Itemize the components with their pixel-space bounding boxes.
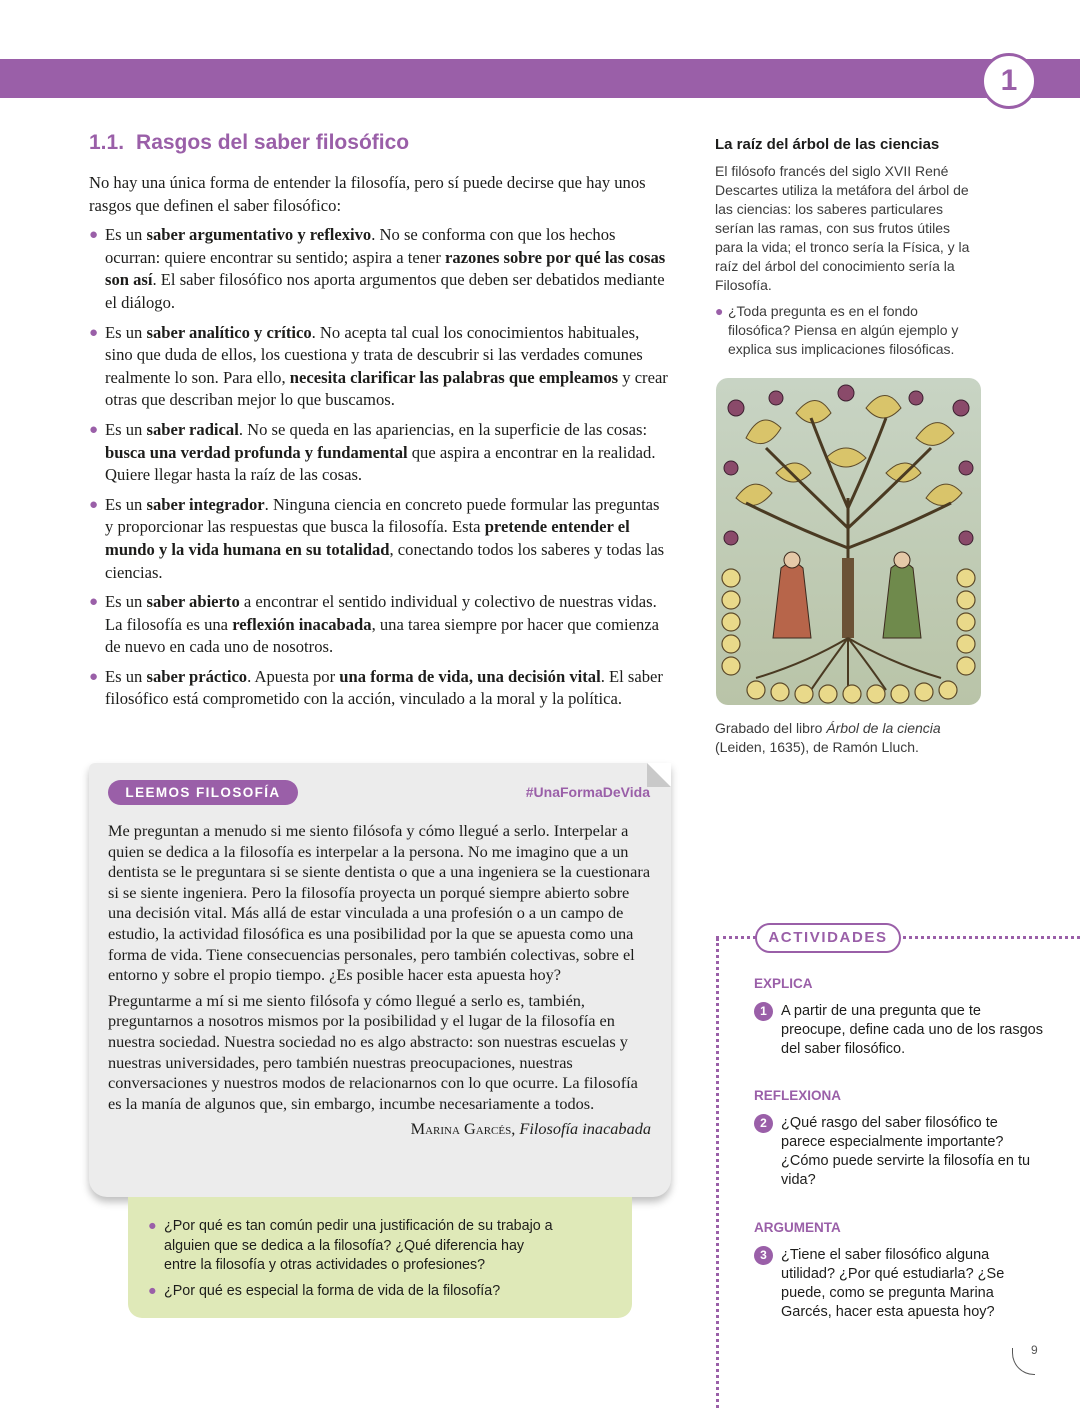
reading-hashtag: #UnaFormaDeVida <box>525 784 650 800</box>
trait-item: ● Es un saber argumentativo y reflexivo. No se conforma con que los hechos ocurran: quiere encontrar su sentido; aspira a tener razones sobre por qué las cosas son así. El saber filosófico nos aporta argumentos que deben ser debatidos mediante el diálogo. <box>89 225 666 312</box>
bullet-dot-icon: ● <box>715 303 724 319</box>
trait-item: ● Es un saber abierto a encontrar el sentido individual y colectivo de nuestras vidas. La filosofía es una reflexión inacabada, una tarea siempre por hacer que comienza de nuevo en cada uno de nosotros. <box>89 592 660 657</box>
intro-paragraph: No hay una única forma de entender la filosofía, pero sí puede decirse que hay unos rasgos que definen el saber filosófico: <box>89 173 646 215</box>
reading-author: Marina Garcés, <box>410 1119 516 1139</box>
sidebar-question: ● ¿Toda pregunta es en el fondo filosófica? Piensa en algún ejemplo y explica sus implicaciones filosóficas. <box>715 303 959 357</box>
activity-heading: REFLEXIONA <box>754 1088 842 1103</box>
activities-dotted-line <box>716 938 719 1408</box>
activity-item: 1 A partir de una pregunta que te preocupe, define cada uno de los rasgos del saber filosófico. <box>754 1002 1044 1059</box>
trait-item: ● Es un saber radical. No se queda en las apariencias, en la superficie de las cosas: busca una verdad profunda y fundamental que aspira a encontrar en la realidad. Quiere llegar hasta la raíz de las cosas. <box>89 419 656 485</box>
reading-questions-box <box>128 1197 632 1318</box>
page-number: 9 <box>1031 1343 1038 1357</box>
activity-heading: ARGUMENTA <box>754 1220 841 1235</box>
section-title-text: Rasgos del saber filosófico <box>136 131 410 154</box>
traits-list <box>89 224 671 711</box>
bullet-dot-icon: ● <box>89 495 99 513</box>
activity-item: 3 ¿Tiene el saber filosófico alguna utilidad? ¿Por qué estudiarla? ¿Se puede, como se pregunta Marina Garcés, hacer esta apuesta hoy? <box>754 1246 1044 1322</box>
activity-number: 3 <box>754 1246 773 1265</box>
caption-book-title: Árbol de la ciencia <box>826 720 941 736</box>
activity-heading: EXPLICA <box>754 976 813 991</box>
reading-paragraph: Preguntarme a mí si me siento filósofa y cómo llegué a serlo es, también, preguntarnos a nosotros mismos por la posibilidad y el lugar de la filosofía en nuestra sociedad. Nuestra sociedad no es algo abstracto: son nuestras escuelas y nuestras universidades, pero también nuestras preocupaciones, nuestras conversaciones y nuestros modos de relacionarnos con lo que ocurre. La filosofía es la manía de algunos que, sin embargo, incumbe necesariamente a todos. <box>108 990 638 1113</box>
activities-tag: ACTIVIDADES <box>755 923 901 953</box>
activity-explica <box>754 976 1044 1059</box>
page-fold-corner <box>647 763 671 787</box>
activity-argumenta <box>754 1220 1044 1322</box>
sidebar-box <box>715 136 980 359</box>
reading-question: ● ¿Por qué es especial la forma de vida de la filosofía? <box>148 1282 558 1302</box>
section-number: 1.1. <box>89 131 125 154</box>
sidebar-text: El filósofo francés del siglo XVII René Descartes utiliza la metáfora del árbol de las ciencias: los saberes particulares serían las ramas, con sus frutos útiles para la vida; el tronco sería la Física, y la raíz del árbol del conocimiento sería la Filosofía. <box>715 163 970 293</box>
image-caption: Grabado del libro Árbol de la ciencia (Leiden, 1635), de Ramón Lluch. <box>715 720 941 755</box>
reading-attribution <box>108 1119 651 1140</box>
bullet-dot-icon: ● <box>89 226 99 244</box>
trait-item: ● Es un saber práctico. Apuesta por una forma de vida, una decisión vital. El saber filosófico está comprometido con la acción, vinculado a la moral y la política. <box>89 666 663 709</box>
tree-of-science-engraving <box>716 378 981 705</box>
sidebar-title: La raíz del árbol de las ciencias <box>715 136 940 153</box>
reading-question: ● ¿Por qué es tan común pedir una justificación de su trabajo a alguien que se dedica a la filosofía? ¿Qué diferencia hay entre la filosofía y otras actividades o profesiones? <box>148 1218 553 1273</box>
bullet-dot-icon: ● <box>148 1282 157 1299</box>
activity-number: 2 <box>754 1114 773 1133</box>
bullet-dot-icon: ● <box>89 420 99 438</box>
bullet-dot-icon: ● <box>89 323 99 341</box>
reading-tag: LEEMOS FILOSOFÍA <box>108 780 298 805</box>
activity-item: 2 ¿Qué rasgo del saber filosófico te parece especialmente importante? ¿Cómo puede servirte la filosofía en tu vida? <box>754 1114 1044 1190</box>
bullet-dot-icon: ● <box>148 1218 157 1234</box>
reading-paragraph: Me preguntan a menudo si me siento filósofa y cómo llegué a serlo. Interpelar a quien se dedica a la filosofía es interpelar a la persona. No me imagino que a un dentista se le preguntara si se siente dentista o que a una ingeniera se la cuestionara si se siente ingeniera. Pero la filosofía proyecta un porqué siempre abierto sobre una decisión vital. Más allá de estar vinculada a una profesión o a un campo de estudio, la actividad filosófica es una posibilidad por la que se apuesta como una forma de vida. Tiene consecuencias personales, pero también colectivas, sobre el entorno y sobre el propio tiempo. ¿Es posible hacer esta apuesta hoy? <box>108 821 651 985</box>
activity-reflexiona <box>754 1088 1044 1190</box>
trait-item: ● Es un saber integrador. Ninguna ciencia en concreto puede formular las preguntas y proporcionar las respuestas que busca la filosofía. Esta pretende entender el mundo y la vida humana en su totalidad, conectando todos los saberes y todas las ciencias. <box>89 494 665 582</box>
reading-box <box>89 763 671 1197</box>
header-band <box>0 59 1080 98</box>
trait-item: ● Es un saber analítico y crítico. No acepta tal cual los conocimientos habituales, sino que duda de ellos, los cuestiona y trata de descubrir si las verdades comunes realmente lo son. Para ello, necesita clarificar las palabras que empleamos y crear otras que describan mejor lo que buscamos. <box>89 322 668 410</box>
reading-work: Filosofía inacabada <box>519 1119 651 1139</box>
bullet-dot-icon: ● <box>89 667 99 685</box>
bullet-dot-icon: ● <box>89 593 99 611</box>
section-title <box>89 131 409 155</box>
activity-number: 1 <box>754 1002 773 1021</box>
reading-text <box>108 821 651 1140</box>
chapter-number-badge: 1 <box>981 53 1037 109</box>
main-text <box>89 172 671 718</box>
